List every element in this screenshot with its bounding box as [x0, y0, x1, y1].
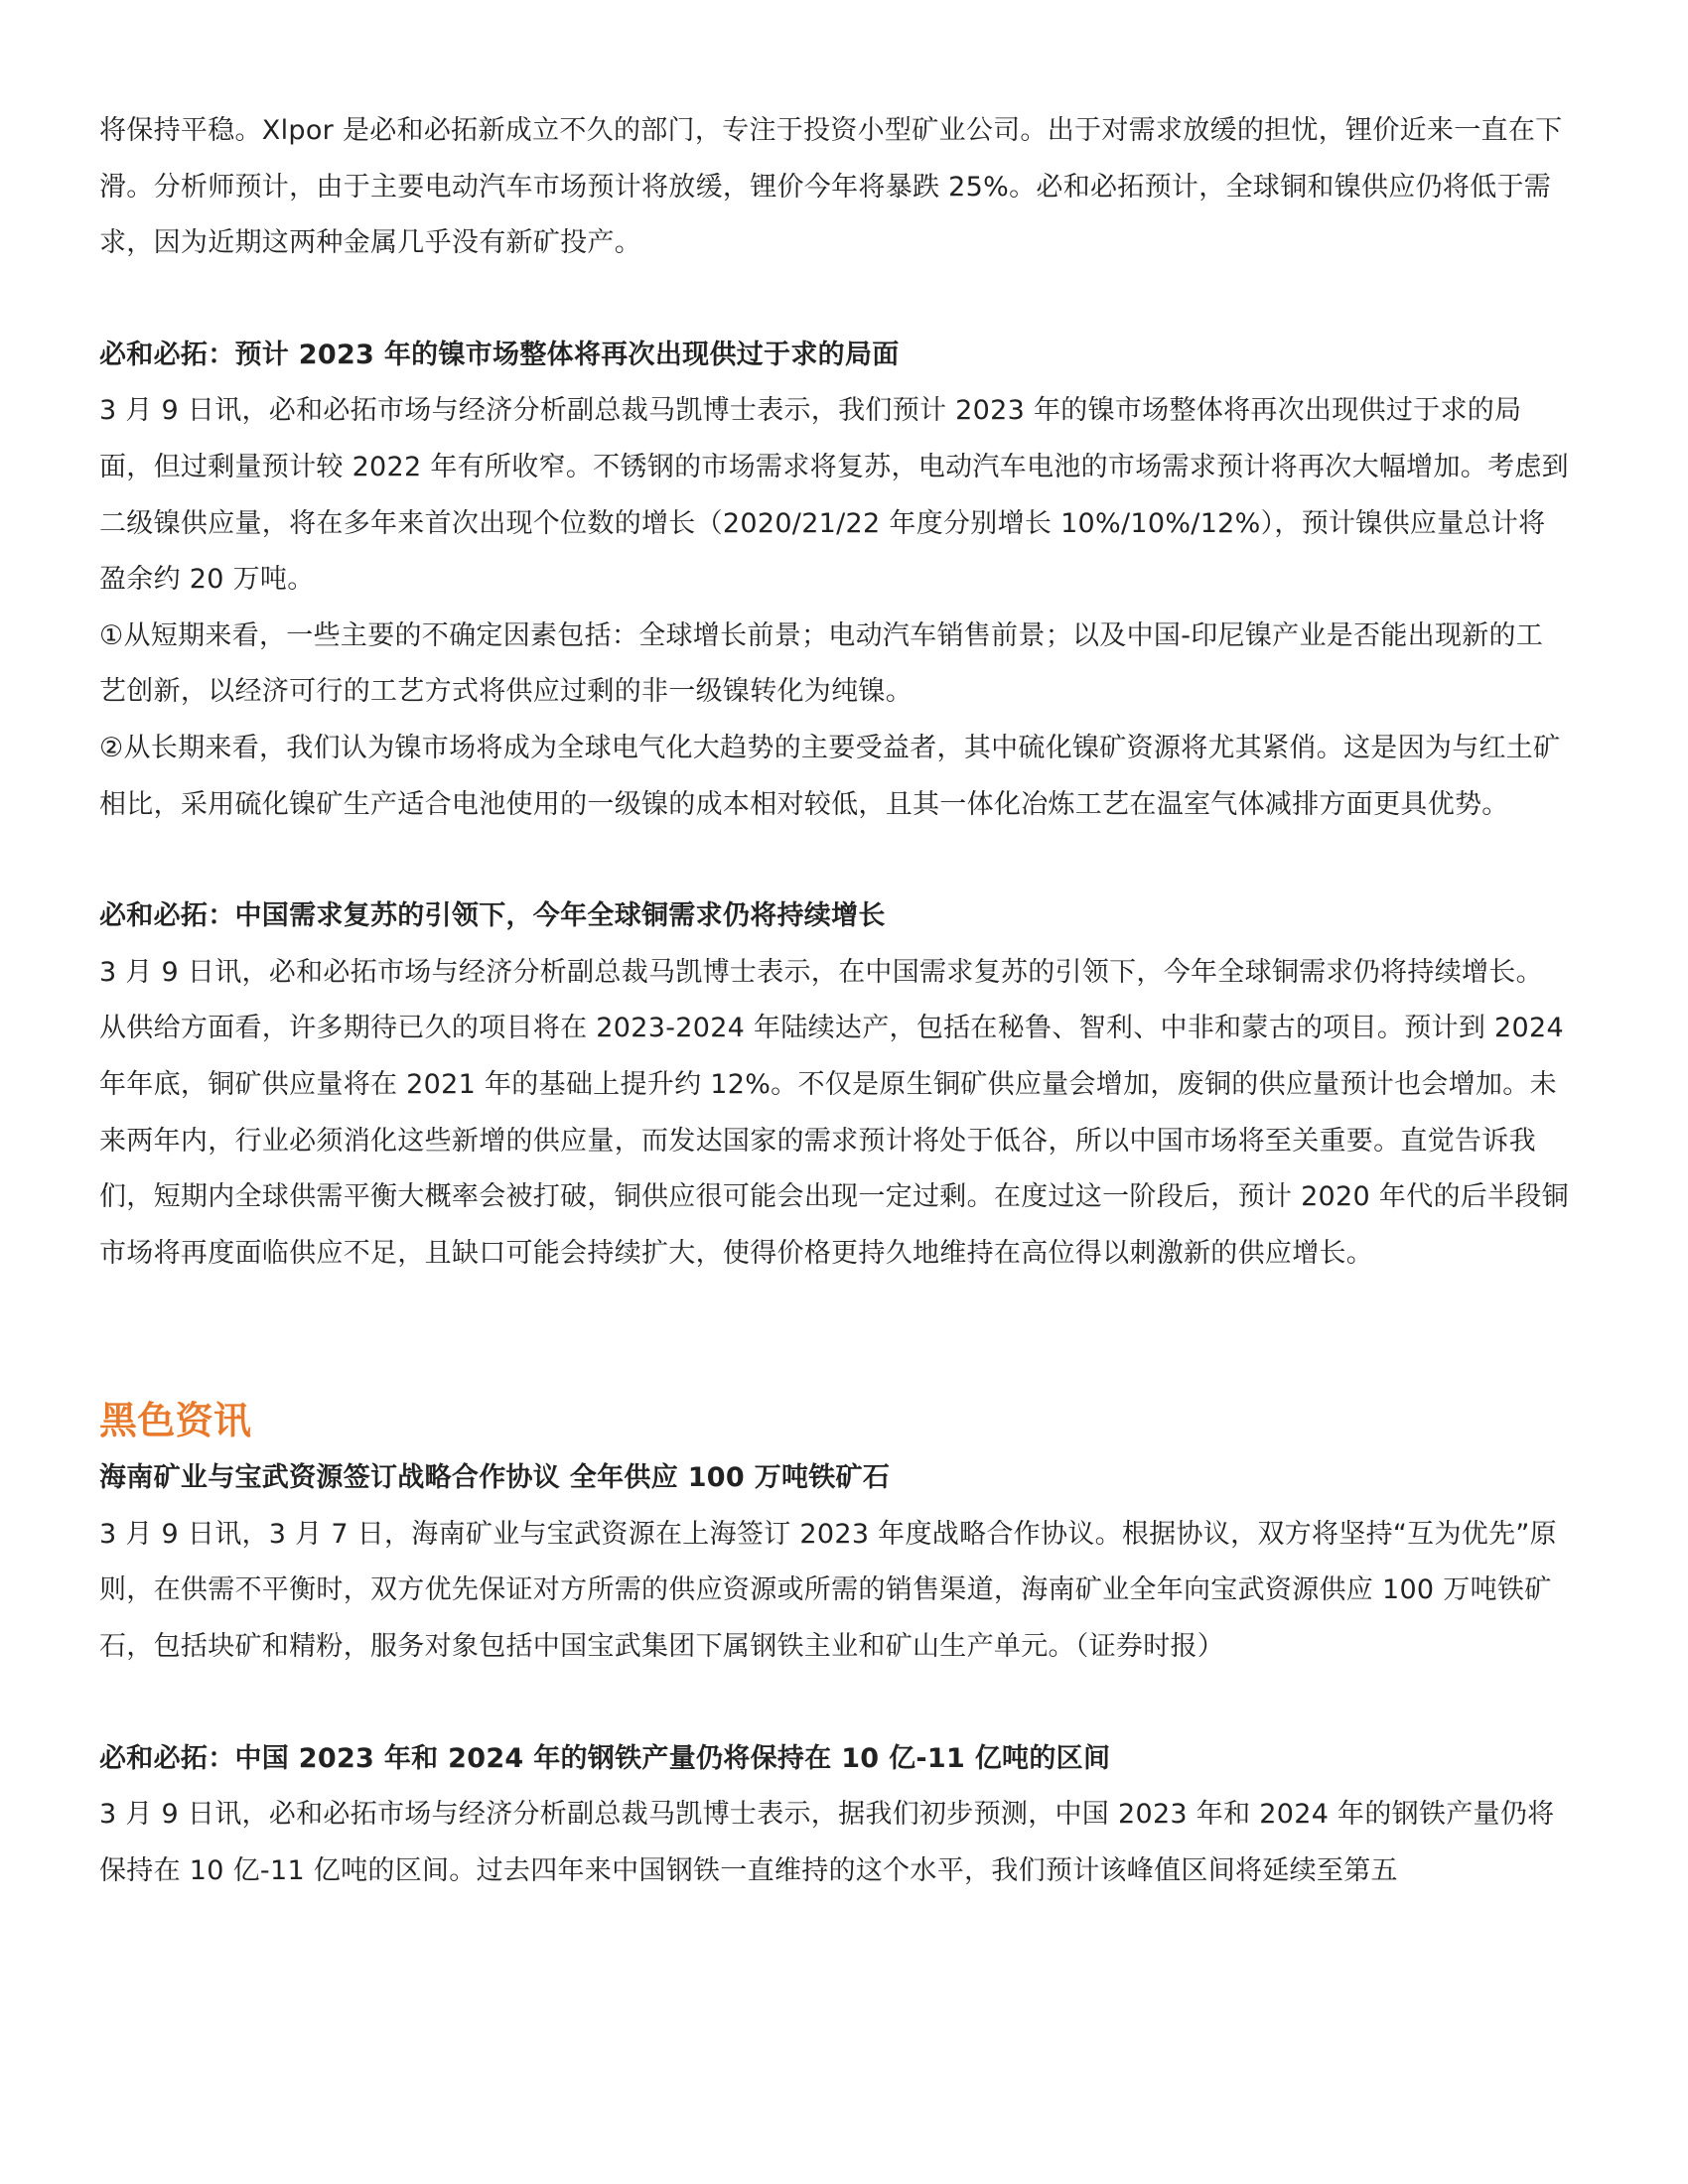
copper-heading: 必和必拓：中国需求复苏的引领下，今年全球铜需求仍将持续增长 — [99, 900, 886, 932]
copper-body: 3 月 9 日讯，必和必拓市场与经济分析副总裁马凯博士表示，在中国需求复苏的引领下，今年全球铜需求仍将持续增长。从供给方面看，许多期待已久的项目将在 2023-2024 年陆续达产，包括在秘鲁、智利、中非和蒙古的项目。预计到 2024 年年底，铜矿供应量将在 2021 年的基础上提升约 12%。不仅是原生铜矿供应量会增加，废铜的供应量预计也会增加。未来两年内，行业必须消化这些新增的供应量，而发达国家的需求预计将处于低谷，所以中国市场将至关重要。直觉告诉我们，短期内全球供需平衡大概率会被打破，铜供应很可能会出现一定过剩。在度过这一阶段后，预计 2020 年代的后半段铜市场将再度面临供应不足，且缺口可能会持续扩大，使得价格更持久地维持在高位得以刺激新的供应增长。 — [99, 956, 1569, 1269]
hainan-body: 3 月 9 日讯，3 月 7 日，海南矿业与宝武资源在上海签订 2023 年度战略合作协议。根据协议，双方将坚持“互为优先”原则，在供需不平衡时，双方优先保证对方所需的供应资源或所需的销售渠道，海南矿业全年向宝武资源供应 100 万吨铁矿石，包括块矿和精粉，服务对象包括中国宝武集团下属钢铁主业和矿山生产单元。（证券时报） — [99, 1518, 1557, 1663]
ferrous-section-title: 黑色资讯 — [99, 1399, 252, 1443]
hainan-heading: 海南矿业与宝武资源签订战略合作协议 全年供应 100 万吨铁矿石 — [99, 1462, 891, 1494]
nickel-heading: 必和必拓：预计 2023 年的镍市场整体将再次出现供过于求的局面 — [99, 339, 900, 370]
intro-paragraph: 将保持平稳。Xlpor 是必和必拓新成立不久的部门，专注于投资小型矿业公司。出于对需求放缓的担忧，锂价近来一直在下滑。分析师预计，由于主要电动汽车市场预计将放缓，锂价今年将暴跌 25%。必和必拓预计，全球铜和镍供应仍将低于需求，因为近期这两种金属几乎没有新矿投产。 — [99, 115, 1563, 259]
steel-heading: 必和必拓：中国 2023 年和 2024 年的钢铁产量仍将保持在 10 亿-11 亿吨的区间 — [99, 1742, 1111, 1774]
nickel-point-2: ②从长期来看，我们认为镍市场将成为全球电气化大趋势的主要受益者，其中硫化镍矿资源将尤其紧俏。这是因为与红土矿相比，采用硫化镍矿生产适合电池使用的一级镍的成本相对较低，且其一体化冶炼工艺在温室气体减排方面更具优势。 — [99, 732, 1561, 820]
nickel-body: 3 月 9 日讯，必和必拓市场与经济分析副总裁马凯博士表示，我们预计 2023 年的镍市场整体将再次出现供过于求的局面，但过剩量预计较 2022 年有所收窄。不锈钢的市场需求将复苏，电动汽车电池的市场需求预计将再次大幅增加。考虑到二级镍供应量，将在多年来首次出现个位数的增长（2020/21/22 年度分别增长 10%/10%/12%），预计镍供应量总计将盈余约 20 万吨。 — [99, 395, 1569, 596]
nickel-point-1: ①从短期来看，一些主要的不确定因素包括：全球增长前景；电动汽车销售前景；以及中国-印尼镍产业是否能出现新的工艺创新，以经济可行的工艺方式将供应过剩的非一级镍转化为纯镍。 — [99, 619, 1544, 708]
document-page — [99, 103, 1569, 1899]
steel-body: 3 月 9 日讯，必和必拓市场与经济分析副总裁马凯博士表示，据我们初步预测，中国 2023 年和 2024 年的钢铁产量仍将保持在 10 亿-11 亿吨的区间。过去四年来中国钢铁一直维持的这个水平，我们预计该峰值区间将延续至第五 — [99, 1799, 1555, 1886]
